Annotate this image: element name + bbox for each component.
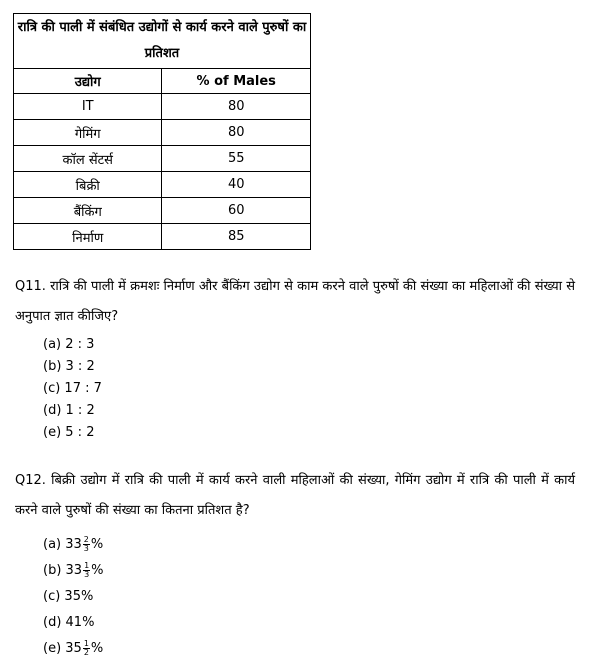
fraction-numerator: 1 bbox=[83, 639, 89, 648]
option-suffix: % bbox=[90, 537, 104, 552]
question-11-text: Q11. रात्रि की पाली में क्रमशः निर्माण और बैंकिंग उद्योग से काम करने वाले पुरुषों की संख्या का महिलाओं की संख्या से अनुपात ज्ञात कीजिए? bbox=[15, 279, 575, 324]
fraction bbox=[83, 640, 90, 657]
industry-table bbox=[13, 13, 311, 250]
option-suffix: % bbox=[90, 641, 104, 656]
table-header-row bbox=[14, 69, 311, 94]
option-d[interactable]: (d) 1 : 2 bbox=[43, 403, 95, 418]
header-pct-males: % of Males bbox=[162, 69, 311, 94]
fraction bbox=[83, 536, 90, 553]
option-e[interactable]: (e) 5 : 2 bbox=[43, 425, 95, 440]
option-b[interactable]: (b) 3 : 2 bbox=[43, 359, 95, 374]
table-row bbox=[14, 120, 311, 146]
option-e[interactable] bbox=[43, 636, 104, 662]
option-label: (a) bbox=[43, 537, 66, 552]
option-d[interactable] bbox=[43, 610, 104, 636]
pct-cell: 55 bbox=[162, 146, 311, 172]
fraction bbox=[83, 562, 90, 579]
option-b[interactable] bbox=[43, 558, 104, 584]
table-row bbox=[14, 224, 311, 250]
question-12-options bbox=[43, 532, 104, 662]
option-c[interactable] bbox=[43, 584, 104, 610]
pct-cell: 60 bbox=[162, 198, 311, 224]
option-suffix: % bbox=[91, 563, 104, 578]
option-a[interactable]: (a) 2 : 3 bbox=[43, 337, 95, 352]
question-12-text: Q12. बिक्री उद्योग में रात्रि की पाली में कार्य करने वाली महिलाओं की संख्या, गेमिंग उद्योग में रात्रि की पाली में कार्य करने वाले पुरुषों की संख्या का कितना प्रतिशत है? bbox=[15, 473, 575, 518]
option-whole: 33 bbox=[65, 537, 82, 552]
fraction-numerator: 2 bbox=[83, 535, 89, 544]
table-title: रात्रि की पाली में संबंधित उद्योगों से कार्य करने वाले पुरुषों का प्रतिशत bbox=[14, 14, 311, 69]
option-whole: 33 bbox=[65, 563, 83, 578]
table-row bbox=[14, 146, 311, 172]
fraction-denominator: 3 bbox=[84, 570, 90, 579]
table-row bbox=[14, 172, 311, 198]
option-a[interactable] bbox=[43, 532, 104, 558]
industry-cell: IT bbox=[14, 94, 162, 120]
pct-cell: 85 bbox=[162, 224, 311, 250]
option-c[interactable]: (c) 17 : 7 bbox=[43, 381, 102, 396]
table-title-row bbox=[14, 14, 311, 69]
option-label: (d) 41% bbox=[43, 615, 95, 630]
table-row bbox=[14, 198, 311, 224]
fraction-numerator: 1 bbox=[84, 561, 90, 570]
industry-cell: बिक्री bbox=[14, 172, 162, 198]
option-label: (e) bbox=[43, 641, 66, 656]
option-label: (b) bbox=[43, 563, 66, 578]
industry-cell: निर्माण bbox=[14, 224, 162, 250]
option-label: (c) 35% bbox=[43, 589, 94, 604]
fraction-denominator: 2 bbox=[83, 648, 89, 657]
pct-cell: 40 bbox=[162, 172, 311, 198]
option-whole: 35 bbox=[65, 641, 82, 656]
question-11-options bbox=[43, 334, 102, 444]
table-row bbox=[14, 94, 311, 120]
pct-cell: 80 bbox=[162, 120, 311, 146]
industry-cell: कॉल सेंटर्स bbox=[14, 146, 162, 172]
header-industry: उद्योग bbox=[14, 69, 162, 94]
industry-cell: गेमिंग bbox=[14, 120, 162, 146]
industry-cell: बैंकिंग bbox=[14, 198, 162, 224]
pct-cell: 80 bbox=[162, 94, 311, 120]
fraction-denominator: 3 bbox=[83, 544, 89, 553]
